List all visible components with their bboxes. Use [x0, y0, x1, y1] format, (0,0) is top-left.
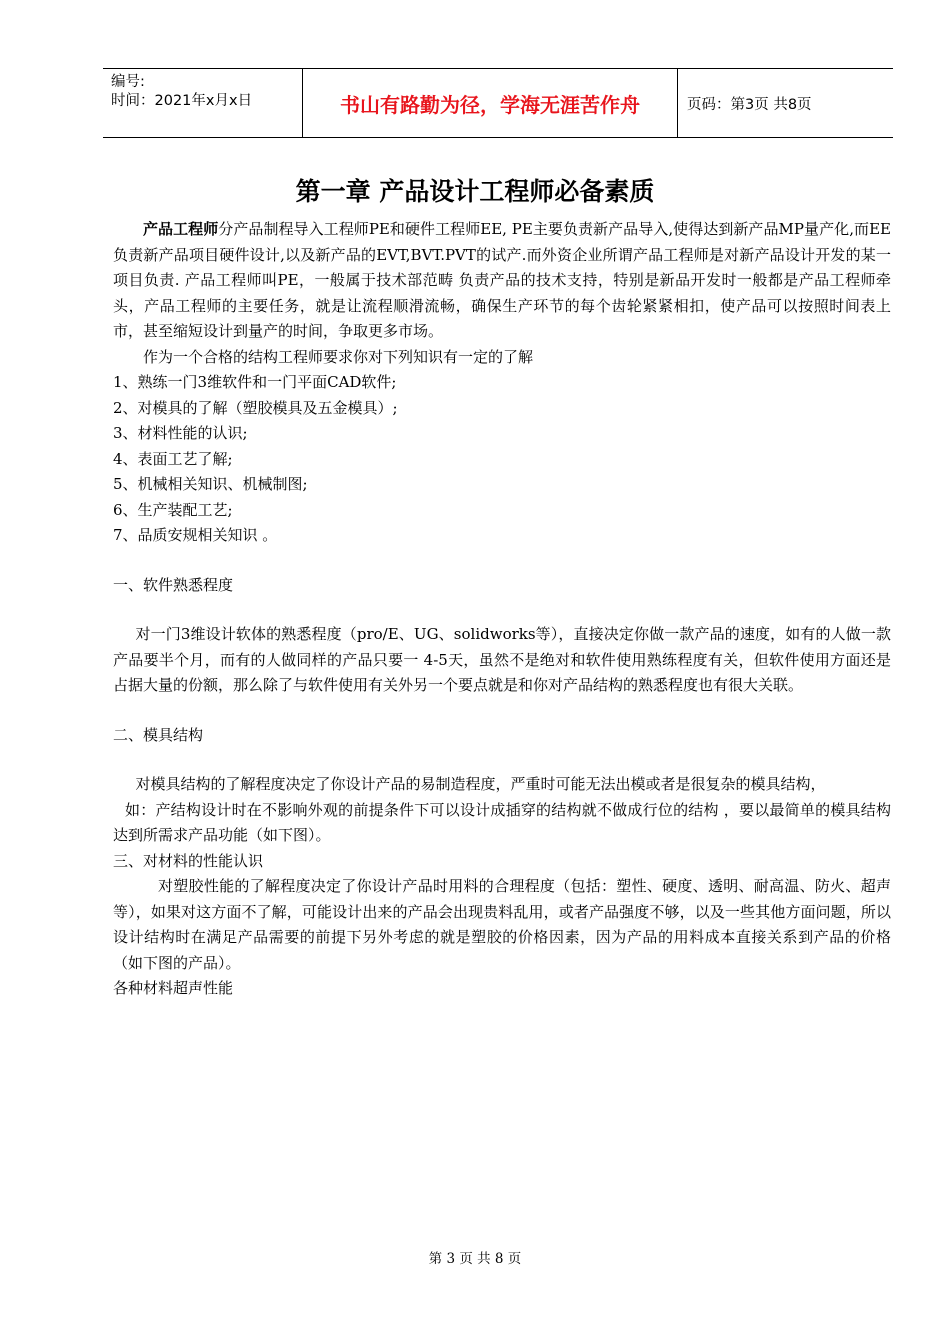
intro-bold-term: 产品工程师	[143, 220, 219, 238]
requirement-item: 3、材料性能的认识;	[113, 424, 248, 442]
chapter-title: 第一章 产品设计工程师必备素质	[295, 177, 655, 206]
requirement-item: 6、生产装配工艺;	[113, 500, 233, 519]
intro-paragraph	[113, 217, 891, 345]
document-body	[113, 217, 891, 1002]
section3-caption: 各种材料超声性能	[113, 979, 234, 997]
header-motto: 书山有路勤为径，学海无涯苦作舟	[303, 69, 678, 137]
requirement-item: 1、熟练一门3维软件和一门平面CAD软件;	[113, 373, 397, 391]
requirement-item: 2、对模具的了解（塑胶模具及五金模具）;	[113, 398, 398, 417]
section1-heading: 一、软件熟悉程度	[113, 575, 234, 594]
requirements-intro: 作为一个合格的结构工程师要求你对下列知识有一定的了解	[143, 347, 534, 366]
requirement-item: 4、表面工艺了解;	[113, 449, 233, 468]
header-page-label: 页码：第3页 共8页	[687, 96, 812, 113]
section3-body: 对塑胶性能的了解程度决定了你设计产品时用料的合理程度（包括：塑性、硬度、透明、耐高温、防火、超声等），如果对这方面不了解，可能设计出来的产品会出现贵料乱用，或者产品强度不够，以及一些其他方面问题，所以设计结构时在满足产品需要的前提下另外考虑的就是塑胶的价格因素，因为产品的用料成本直接关系到产品的价格（如下图的产品）。	[113, 877, 891, 972]
section1-body: 对一门3维设计软体的熟悉程度（pro/E、UG、solidworks等），直接决定你做一款产品的速度，如有的人做一款产品要半个月，而有的人做同样的产品只要一 4-5天，虽然不是绝对和软件使用熟练程度有关，但软件使用方面还是占据大量的份额，那么除了与软件使用有关外另一个要点就是和你对产品结构的熟悉程度也有很大关联。	[113, 625, 891, 694]
header-meta	[103, 69, 303, 137]
section2-heading: 二、模具结构	[113, 725, 204, 744]
section2-body2: 如：产结构设计时在不影响外观的前提条件下可以设计成插穿的结构就不做成行位的结构 ，要以最简单的模具结构达到所需求产品功能（如下图）。	[113, 800, 891, 844]
page-footer: 第 3 页 共 8 页	[428, 1251, 522, 1267]
section2-body1: 对模具结构的了解程度决定了你设计产品的易制造程度，严重时可能无法出模或者是很复杂的模具结构，	[135, 775, 826, 793]
page-header	[103, 68, 893, 138]
time-label: 时间：2021年x月x日	[111, 93, 253, 109]
intro-text: 分产品制程导入工程师PE和硬件工程师EE, PE主要负责新产品导入,使得达到新产品MP量产化,而EE负责新产品项目硬件设计,以及新产品的EVT,BVT.PVT的试产.而外资企业所谓产品工程师是对新产品设计开发的某一项目负责. 产品工程师叫PE，一般属于技术部范畴 负责产品的技术支持，特别是新品开发时一般都是产品工程师牵头，产品工程师的主要任务，就是让流程顺滑流畅，确保生产环节的每个齿轮紧紧相扣，使产品可以按照时间表上市，甚至缩短设计到量产的时间，争取更多市场。	[113, 220, 891, 340]
requirement-item: 5、机械相关知识、机械制图;	[113, 475, 308, 493]
section3-heading: 三、对材料的性能认识	[113, 851, 264, 870]
requirement-item: 7、品质安规相关知识 。	[113, 526, 278, 544]
number-label: 编号:	[111, 74, 145, 90]
